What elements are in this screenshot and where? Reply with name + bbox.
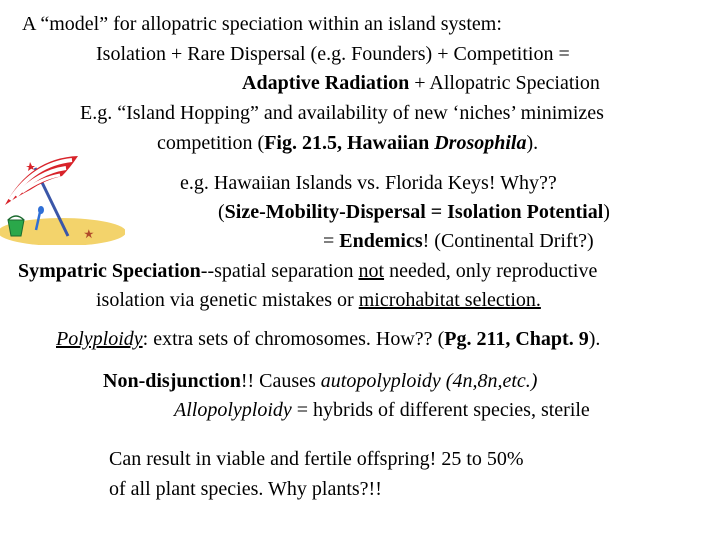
text-line-7 (218, 200, 610, 224)
text-line-5 (157, 131, 538, 155)
line-12-text-b: !! Causes (240, 370, 321, 392)
beach-clipart (0, 150, 125, 245)
line-13-text-b: = hybrids of different species, sterile (291, 399, 590, 421)
line-2-text: Isolation + Rare Dispersal (e.g. Founders) + Competition = (96, 43, 570, 65)
drosophila-text: Drosophila (434, 132, 527, 154)
text-line-12 (103, 369, 537, 393)
line-5-text-d: ). (526, 132, 539, 154)
endemics-text: Endemics (339, 230, 423, 252)
isolation-potential-text: Size-Mobility-Dispersal = Isolation Potential (224, 201, 604, 223)
text-line-2 (96, 42, 570, 66)
text-line-13 (174, 398, 590, 422)
line-15-text: of all plant species. Why plants?!! (109, 478, 382, 500)
microhabitat-selection-text: microhabitat selection. (358, 289, 541, 311)
text-line-1 (22, 12, 502, 36)
line-6-text: e.g. Hawaiian Islands vs. Florida Keys! Why?? (180, 172, 557, 194)
line-14-text: Can result in viable and fertile offspring! 25 to 50% (109, 448, 524, 470)
line-5-text-a: competition ( (157, 132, 265, 154)
equals-text: = (323, 230, 340, 252)
allopatric-speciation-text: + Allopatric Speciation (409, 72, 600, 94)
line-1-text: A “model” for allopatric speciation within an island system: (22, 13, 502, 35)
autopolyploidy-text: autopolyploidy (4n,8n,etc.) (320, 370, 538, 392)
fig-reference-text: Fig. 21.5, Hawaiian (264, 132, 435, 154)
text-line-6 (180, 171, 557, 195)
continental-drift-text: ! (Continental Drift?) (422, 230, 594, 252)
text-line-14 (109, 447, 524, 471)
line-10-text-a: isolation via genetic mistakes or (96, 289, 359, 311)
sympatric-speciation-text: Sympatric Speciation (18, 260, 201, 282)
text-line-8 (323, 229, 594, 253)
text-line-3 (242, 71, 600, 95)
paren-close: ) (603, 201, 610, 223)
non-disjunction-text: Non-disjunction (103, 370, 241, 392)
not-text: not (358, 260, 385, 282)
text-line-4 (80, 101, 604, 125)
beach-umbrella-icon (0, 150, 125, 245)
line-9-text-d: needed, only reproductive (384, 260, 598, 282)
page-reference-text: Pg. 211, Chapt. 9 (444, 328, 589, 350)
line-11-text-d: ). (588, 328, 601, 350)
polyploidy-text: Polyploidy (56, 328, 143, 350)
line-9-text-b: --spatial separation (200, 260, 359, 282)
line-4-text: E.g. “Island Hopping” and availability of new ‘niches’ minimizes (80, 102, 604, 124)
text-line-9 (18, 259, 597, 283)
text-line-10 (96, 288, 541, 312)
paren-open: ( (218, 201, 225, 223)
line-11-text-b: : extra sets of chromosomes. How?? ( (142, 328, 445, 350)
text-line-11 (56, 327, 600, 351)
allopolyploidy-text: Allopolyploidy (174, 399, 292, 421)
text-line-15 (109, 477, 382, 501)
adaptive-radiation-text: Adaptive Radiation (242, 72, 410, 94)
